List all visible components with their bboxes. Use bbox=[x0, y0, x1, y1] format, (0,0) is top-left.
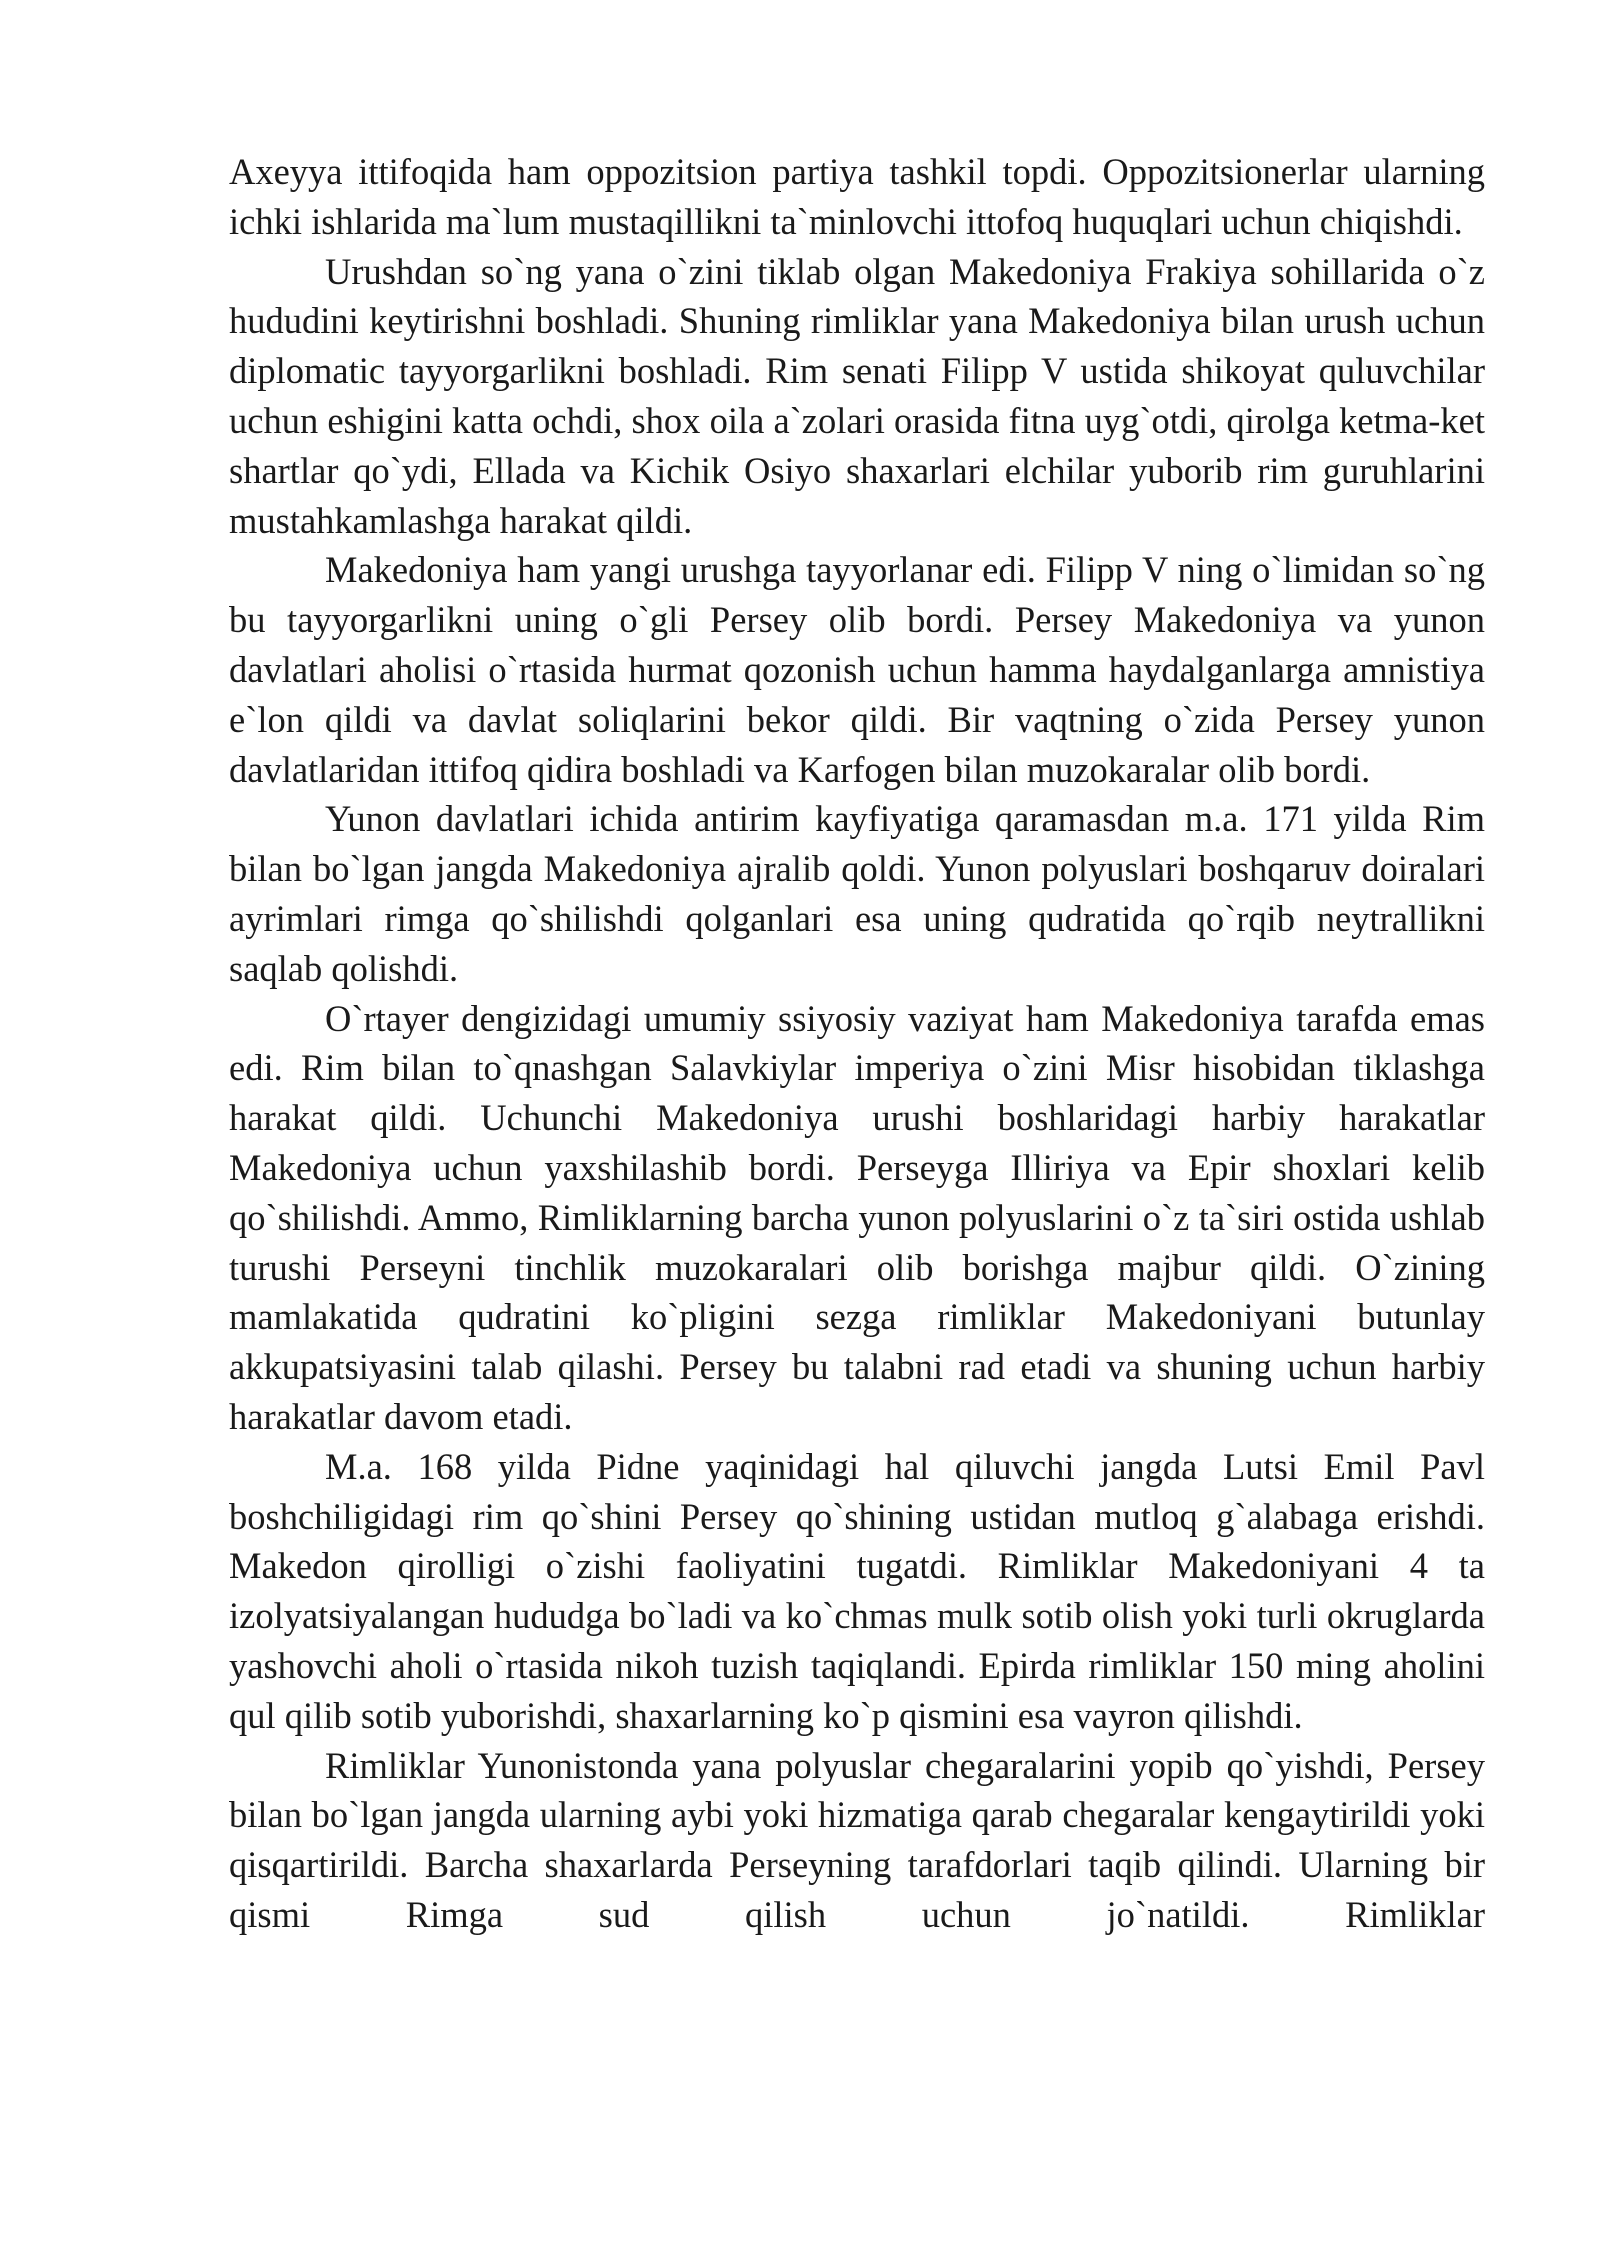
paragraph-3: Makedoniya ham yangi urushga tayyorlanar edi. Filipp V ning o`limidan so`ng bu tayyorgarlikni uning o`gli Persey olib bordi. Persey Makedoniya va yunon davlatlari aholisi o`rtasida hurmat qozonish uchun hamma haydalganlarga amnistiya e`lon qildi va davlat soliqlarini bekor qildi. Bir vaqtning o`zida Persey yunon davlatlaridan ittifoq qidira boshladi va Karfogen bilan muzokaralar olib bordi. bbox=[229, 549, 1485, 790]
paragraph-7: Rimliklar Yunonistonda yana polyuslar chegaralarini yopib qo`yishdi, Persey bilan bo`lgan jangda ularning aybi yoki hizmatiga qarab chegaralar kengaytirildi yoki qisqartirildi. Barcha shaxarlarda Perseyning tarafdorlari taqib qilindi. Ularning bir qismi Rimga sud qilish uchun jo`natildi. Rimliklar bbox=[229, 1744, 1485, 1935]
paragraph-5: O`rtayer dengizidagi umumiy ssiyosiy vaziyat ham Makedoniya tarafda emas edi. Rim bilan to`qnashgan Salavkiylar imperiya o`zini Misr hisobidan tiklashga harakat qildi. Uchunchi Makedoniya urushi boshlaridagi harbiy harakatlar Makedoniya uchun yaxshilashib bordi. Perseyga Illiriya va Epir shoxlari kelib qo`shilishdi. Ammo, Rimliklarning barcha yunon polyuslarini o`z ta`siri ostida ushlab turushi Perseyni tinchlik muzokaralari olib borishga majbur qildi. O`zining mamlakatida qudratini ko`pligini sezga rimliklar Makedoniyani butunlay akkupatsiyasini talab qilashi. Persey bu talabni rad etadi va shuning uchun harbiy harakatlar davom etadi. bbox=[229, 997, 1485, 1437]
paragraph-2: Urushdan so`ng yana o`zini tiklab olgan Makedoniya Frakiya sohillarida o`z hududini keytirishni boshladi. Shuning rimliklar yana Makedoniya bilan urush uchun diplomatic tayyorgarlikni boshladi. Rim senati Filipp V ustida shikoyat quluvchilar uchun eshigini katta ochdi, shox oila a`zolari orasida fitna uyg`otdi, qirolga ketma-ket shartlar qo`ydi, Ellada va Kichik Osiyo shaxarlari elchilar yuborib rim guruhlarini mustahkamlashga harakat qildi. bbox=[229, 250, 1485, 541]
paragraph-1: Axeyya ittifoqida ham oppozitsion partiya tashkil topdi. Oppozitsionerlar ularning ichki ishlarida ma`lum mustaqillikni ta`minlovchi ittofoq huquqlari uchun chiqishdi. bbox=[229, 151, 1485, 242]
paragraph-4: Yunon davlatlari ichida antirim kayfiyatiga qaramasdan m.a. 171 yilda Rim bilan bo`lgan jangda Makedoniya ajralib qoldi. Yunon polyuslari boshqaruv doiralari ayrimlari rimga qo`shilishdi qolganlari esa uning qudratida qo`rqib neytrallikni saqlab qolishdi. bbox=[229, 798, 1485, 989]
document-page bbox=[229, 147, 1485, 1940]
paragraph-6: M.a. 168 yilda Pidne yaqinidagi hal qiluvchi jangda Lutsi Emil Pavl boshchiligidagi rim qo`shini Persey qo`shining ustidan mutloq g`alabaga erishdi. Makedon qirolligi o`zishi faoliyatini tugatdi. Rimliklar Makedoniyani 4 ta izolyatsiyalangan hududga bo`ladi va ko`chmas mulk sotib olish yoki turli okruglarda yashovchi aholi o`rtasida nikoh tuzish taqiqlandi. Epirda rimliklar 150 ming aholini qul qilib sotib yuborishdi, shaxarlarning ko`p qismini esa vayron qilishdi. bbox=[229, 1445, 1485, 1736]
